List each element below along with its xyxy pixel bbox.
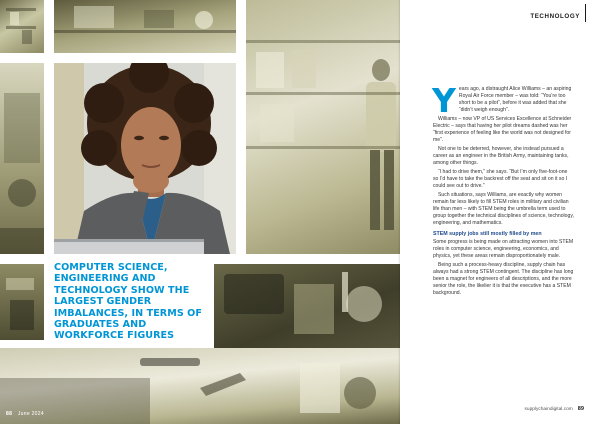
desk-tools-icon xyxy=(0,348,400,424)
factory-floor-icon xyxy=(54,0,236,53)
article-subhead: STEM supply jobs still mostly filled by men xyxy=(433,231,542,238)
woman-portrait-icon xyxy=(54,63,236,254)
warehouse-worker-icon xyxy=(246,0,400,254)
desk-tools-photo-tile xyxy=(0,348,400,424)
article-paragraph: Some progress is being made on attracting women into STEM roles in computer science, engineering, economics, and physics, yet these areas remain disproportionately male. xyxy=(433,239,574,260)
warehouse-worker-photo-tile xyxy=(246,0,400,254)
left-page-number: 88 xyxy=(6,411,13,417)
woman-portrait-photo xyxy=(54,63,236,254)
article-paragraph: Years ago, a distraught Alice Williams – an aspiring Royal Air Force member – was told: “You’re too short to be a pilot”, before it was added that she “didn’t weigh enough”. xyxy=(432,81,572,120)
factory-photo-tile xyxy=(54,0,236,53)
machinery-photo-tile xyxy=(0,63,44,254)
website-url: supplychaindigital.com xyxy=(524,407,573,412)
section-tag: TECHNOLOGY xyxy=(530,13,580,20)
workbench-photo-tile xyxy=(214,264,400,348)
warehouse-photo-tile xyxy=(0,0,44,53)
right-page xyxy=(400,0,600,424)
article-paragraph: Not one to be deterred, however, she instead pursued a career as an engineer in the British Army, maintaining tanks, among other things. xyxy=(433,145,569,167)
right-page-number: 89 xyxy=(577,406,584,412)
article-body xyxy=(432,81,574,299)
article-paragraph: Such situations, says Williams, are exactly why women remain far less likely to fill STEM roles in military and civilian life than men – with STEM being the umbrella term used to group together the technical disciplines of science, technology, engineering, and mathematics. xyxy=(433,191,574,227)
article-paragraph: “I had to drive them,” she says. “But I’m only five-foot-one so I’d have to take the backrest off the seat and sit on it so I could see out to drive.” xyxy=(433,168,568,189)
right-page-folio xyxy=(525,406,585,412)
tools-photo-tile xyxy=(0,264,44,340)
left-page-date: June 2024 xyxy=(17,411,44,417)
article-paragraph: Williams – now VP of US Services Excellence at Schneider Electric – says that having her pilot dreams dashed was her “first experience of feeling like the world was not designed for me”. xyxy=(433,115,572,144)
warehouse-shelf-icon xyxy=(0,0,44,53)
drop-cap: Y xyxy=(432,81,456,120)
machinery-icon xyxy=(0,63,44,254)
left-page-folio xyxy=(6,411,44,417)
pull-headline: COMPUTER SCIENCE, ENGINEERING AND TECHNOLOGY SHOW THE LARGEST GENDER IMBALANCES, IN TERMS OF GRADUATES AND WORKFORCE FIGURES xyxy=(54,262,202,342)
section-rule xyxy=(585,4,586,22)
article-paragraph: Being such a process-heavy discipline, supply chain has always had a strong STEM contingent. The discipline has long been a magnet for engineers of all descriptions, and the more senior the role, the likelier it is that the executive has a STEM background. xyxy=(433,262,574,297)
workbench-icon xyxy=(214,264,400,348)
tools-icon xyxy=(0,264,44,340)
headline-box xyxy=(44,254,214,348)
